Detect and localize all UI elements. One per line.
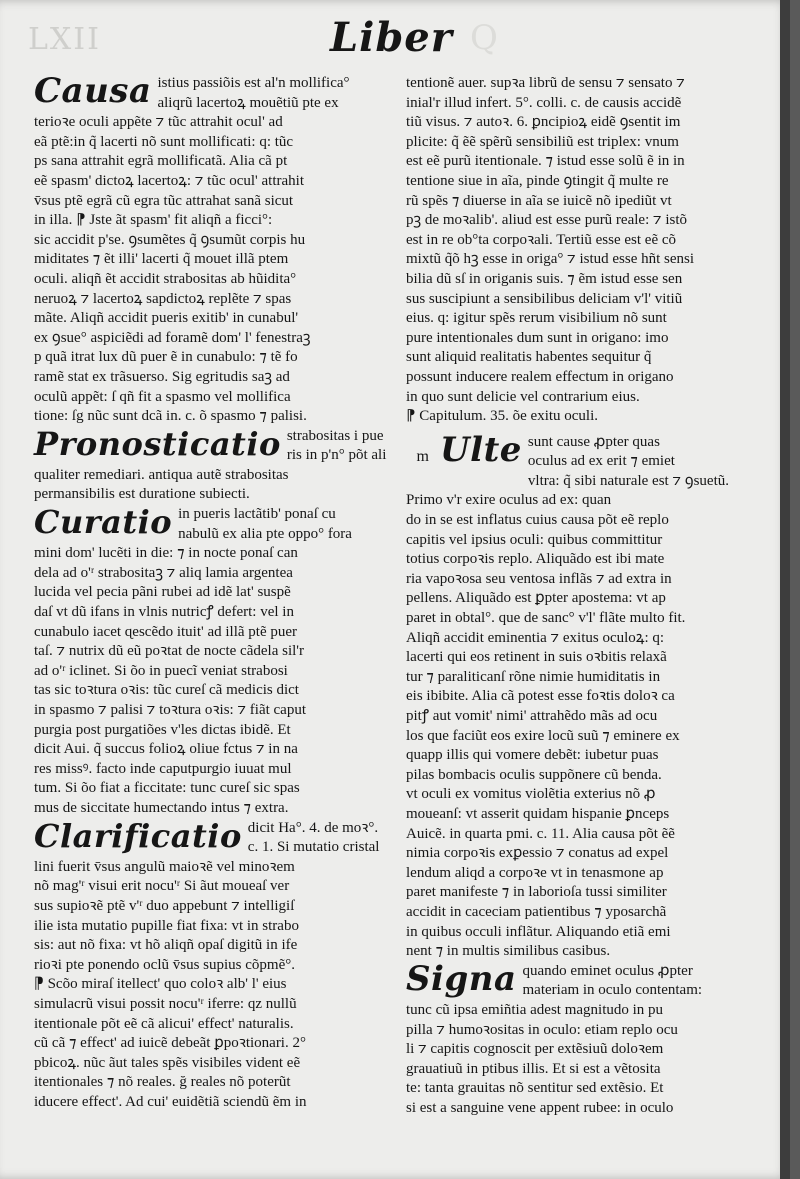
text-line: itentionales ⁊ nõ reales. ğ reales nõ poterũt [34,1074,291,1091]
text-line: Auicẽ. in quarta pmi. c. 11. Alia causa põt ẽẽ [406,825,675,842]
text-line: dicit Ha°. 4. de moꝛ°. [247,819,379,836]
text-line: ad o'ʳ iclinet. Si õo in puecĩ veniat strabosi [34,662,288,679]
text-line: tur ⁊ paraliticanſ rõne nimie humiditatis in [406,668,661,685]
text-line: vt oculi ex vomitus violẽtia exterius nõ ꝓ [406,786,656,803]
text-line: lucida vel pecia pãni rubei ad idẽ lat' suspẽ [34,584,291,601]
text-line: est eẽ purũ itentionale. ⁊ istud esse solũ ẽ in in [406,153,685,170]
text-line: eẽ spasm' dictoꝝ lacertoꝝ: ⁊ tũc ocul' attrahit [34,172,304,189]
text-line: nabulũ ex alia pte oppo° fora [178,525,352,542]
text-line: tas sic toꝛtura oꝛis: tũc cureſ cã medicis dict [34,682,299,699]
text-line: c. 1. Si mutatio cristal [247,839,380,856]
text-line: eis ibibite. Alia cã potest esse foꝛtis doloꝛ ca [406,688,675,705]
text-line: sus supioꝛẽ ptẽ v'ʳ duo appebunt ⁊ intelligiſ [34,897,295,914]
curatio-text [34,505,394,819]
left-column [34,71,394,1112]
text-line: nõ mag'ʳ visui erit nocu'ʳ Si ãut moueaſ ver [34,878,290,895]
text-line: Primo v'r exire oculus ad ex: quan [406,492,612,509]
text-line: sis: aut nõ fixa: vt hõ aliqñ opaſ digitũ in ife [34,937,298,954]
text-line: si est a sanguine vene appent rubee: in oculo [406,1099,674,1116]
text-line: cunabulo iacet ɋescẽdo ituit' ad illã ptẽ puer [34,623,298,640]
page-edge-shadow [780,0,790,1179]
clarificatio-text [34,816,394,1113]
heading-clarificatio: Clarificatio [34,816,242,855]
text-line: capitis vel ipsius oculi: quibus committitur [406,531,663,548]
text-line: rioꝛi pte ponendo oclũ v̄sus supius cõpmẽ°. [34,956,295,973]
section-causa [34,71,394,427]
section-ulte [406,429,752,962]
section-signa [406,958,752,1119]
running-header: Liber [330,14,453,61]
text-line: ris in p'n° põt ali [286,447,387,464]
text-line: mãte. Aliqñ accidit pueris exitib' in cunabul' [34,310,299,327]
ulte-text [406,433,752,962]
text-line: strabositas i pue [286,427,384,444]
text-line: sunt aliquid realitatis habentes sequitur q̃ [406,349,652,366]
text-line: lacerti qui eos retinent in suis oꝛbitis relaxã [406,649,667,666]
text-line: taſ. ⁊ nutrix dũ eũ poꝛtat de nocte cãdela sil'r [34,643,304,660]
text-line: pure intentionales dum sunt in origano: imo [406,329,669,346]
section-intro [406,74,752,427]
text-line: itentionale põt eẽ cã alicui' effect' naturalis. [34,1015,294,1032]
text-line: sunt cause ꝓpter quas [527,433,660,450]
text-line: lini fuerit v̄sus angulũ maioꝛẽ vel minoꝛem [34,858,295,875]
text-line: ps sana attrahit egrã mollificatã. Alia cã pt [34,153,288,170]
section-clarificatio [34,816,394,1113]
text-line: pꝫ de moꝛalib'. aliud est esse purũ reale: ⁊ istõ [406,212,687,229]
text-line: pilla ⁊ humoꝛositas in oculo: etiam replo ocu [406,1021,678,1038]
text-line: oculũ appẽt: ſ qñ fit a spasmo vel mollifica [34,388,291,405]
text-line: mus de siccitate humectando intus ⁊ extra. [34,799,289,816]
text-line: totius corpoꝛis replo. Aliquãdo est ibi mate [406,551,665,568]
text-line: tunc cũ ipsa emiñtia adest magnitudo in pu [406,1001,664,1018]
text-line: sus suscipiunt a sensibilibus deliciam v'l' vitiũ [406,290,683,307]
text-line: quapp illis qui vomere debẽt: iubetur puas [406,747,659,764]
text-line: mini dom' lucẽti in die: ⁊ in nocte ponaſ can [34,545,298,562]
text-line: ⁋ Scõo miraſ itellect' quo coloꝛ alb' l' eius [34,976,287,993]
heading-signa: Signa [406,958,517,999]
text-line: est in re ob°ta corpoꝛali. Tertiũ esse est eẽ cõ [406,231,677,248]
bleed-through-text: Q [470,18,498,58]
text-line: tiũ visus. ⁊ autoꝛ. 6. ꝑncipioꝝ eidẽ ꝯsentit im [406,114,681,131]
text-line: eã ptẽ:in q̃ lacerti nõ sunt mollificati: q: tũc [34,133,294,150]
text-line: lendum aliqd a corpoꝛe vt in tenasmone ap [406,864,664,881]
text-line: grauatiuũ in ptibus illis. Et si est a vẽtosita [406,1060,661,1077]
text-line: istius passiõis est al'n mollifica° [157,75,350,91]
text-line: pilas bombacis oculis suppõnere cũ benda. [406,766,662,783]
text-line: quando eminet oculus ꝓpter [522,962,693,979]
text-line: los que faciũt eos exire locũ suũ ⁊ eminere ex [406,727,680,744]
heading-ulte [406,429,522,474]
text-line: possunt inducere realem effectum in origano [406,368,674,385]
text-line: te: tanta grauitas nõ sentitur sed extẽsio. Et [406,1080,664,1097]
text-line: ramẽ stat ex trãsuerso. Sig egritudis saꝫ ad [34,368,290,385]
text-line: ria vapoꝛosa seu ventosa inflãs ⁊ ad extra in [406,570,672,587]
text-line: vltra: q̃ sibi naturale est ⁊ ꝯsuetũ. [527,472,729,489]
text-line: paret in obtal°. que de sanc° v'l' flãte multo fit. [406,610,686,627]
text-line: nimia corpoꝛis exꝑessio ⁊ conatus ad expel [406,845,669,862]
section-pronosticatio [34,424,394,505]
text-line: purgia post purgatiões v'les dictas ibidẽ. Et [34,721,291,738]
text-line: rũ spẽs ⁊ diuerse in aĩa se iuicẽ nõ ipediũt vt [406,192,672,209]
text-line: tum. Si õo fiat a ficcitate: tunc cureſ sic spas [34,780,300,797]
text-line: oculus ad ex erit ⁊ emiet [527,453,675,470]
text-line: inial'r illud infert. 5°. colli. c. de causis accidẽ [406,94,682,111]
text-line: mixtũ q̃õ hꝫ esse in origa° ⁊ istud esse hñt sensi [406,251,695,268]
text-line: oculi. aliqñ ẽt accidit strabositas ab hũidita° [34,270,297,287]
text-line: Aliqñ accidit eminentia ⁊ exitus oculoꝝ: q: [406,629,665,646]
heading-causa: Causa [34,71,152,111]
text-line: in quo sunt delicie vel contrarium eius. [406,388,640,405]
text-line: pellens. Aliquãdo est ꝑpter apostema: vt ap [406,590,666,607]
marginal-letter: m [416,447,430,465]
heading-curatio: Curatio [34,503,173,542]
section-curatio [34,505,394,819]
text-line: aliqrũ lacertoꝝ mouẽtiũ pte ex [157,94,339,111]
text-line: p quã itrat lux dũ puer ẽ in cunabulo: ⁊ tẽ fo [34,349,298,366]
text-line: iducere effect'. Ad cui' euidẽtiã sciendũ ẽm in [34,1093,307,1110]
text-line: li ⁊ capitis cognoscit per extẽsiuũ doloꝛem [406,1041,664,1058]
text-line: pbicoꝝ. nũc ãut tales spẽs visibiles vident eẽ [34,1054,301,1071]
text-line: tione: ſg nũc sunt dcã in. c. õ spasmo ⁊ palisi. [34,408,307,425]
heading-pronosticatio: Pronosticatio [34,424,281,463]
text-line: qualiter remediari. antiqua autẽ strabositas [34,466,289,483]
text-line: in spasmo ⁊ palisi ⁊ toꝛtura oꝛis: ⁊ fiãt caput [34,702,307,718]
text-line: v̄sus ptẽ egrã cũ egra tũc attrahat sanã sicut [34,192,294,209]
text-line: plicite: q̃ ẽẽ spẽrũ sensibiliũ est triplex: vnum [406,133,679,150]
text-line: neruoꝝ ⁊ lacertoꝝ sapdictoꝝ replẽte ⁊ spas [34,290,292,307]
text-line: materiam in oculo contentam: [522,982,703,999]
text-line: paret manifeste ⁊ in laborioſa tussi similiter [406,884,667,901]
text-line: moueanſ: vt asserit quidam hispanie ꝑnceps [406,805,670,822]
text-line: in pueris lactãtib' ponaſ cu [178,506,336,523]
text-line: in illa. ⁋ Jste ãt spasm' fit aliqñ a ficci°: [34,212,273,229]
text-line: ⁋ Capitulum. 35. õe exitu oculi. [406,408,599,425]
text-line: res missꝰ. facto inde caputpurgio iuuat mul [34,760,292,777]
text-line: tentionẽ auer. supꝛa librũ de sensu ⁊ sensato ⁊ [406,75,685,91]
text-line: sic accidit p'se. ꝯsumẽtes q̃ ꝯsumũt corpis hu [34,231,306,248]
text-line: dela ad o'ʳ strabositaꝫ ⁊ aliq lamia argentea [34,564,293,581]
right-column [406,74,752,1118]
text-line: do in se est inflatus cuius causa põt eẽ replo [406,512,669,529]
text-line: in quibus occuli inflãtur. Aliquando etiã emi [406,923,671,940]
text-line: permansibilis est duratione subiecti. [34,486,250,503]
folio-number: LXII [28,22,101,57]
text-line: simulacrũ visui possit nocu'ʳ iferre: qz nullũ [34,995,297,1012]
text-line: ex ꝯsue° aspiciẽdi ad foramẽ dom' l' fenestraꝫ [34,329,311,346]
heading-ulte-text: Ulte [440,429,522,470]
text-line: terioꝛe oculi appẽte ⁊ tũc attrahit ocul' ad [34,114,283,131]
text-line: tentione siue in aĩa, pinde ꝯtingit q̃ multe re [406,172,669,189]
text-line: nent ⁊ in multis similibus casibus. [406,943,611,960]
text-line: ilie ista mutatio pupille fiat fixa: vt in strabo [34,917,299,934]
text-line: bilia dũ sſ in origanis suis. ⁊ ẽm istud esse sen [406,270,683,287]
text-line: dicit Aui. q̃ succus folioꝝ oliue fctus ⁊ in na [34,741,298,758]
text-line: eius. q: igitur spẽs rerum visibilium nõ sunt [406,310,667,327]
text-line: pitꝭ aut vomit' nimi' attrahẽdo mãs ad ocu [406,708,658,724]
causa-text [34,71,394,427]
text-line: cũ cã ⁊ effect' ad iuicẽ debeãt ꝑpoꝛtionari. 2° [34,1035,306,1052]
text-line: miditates ⁊ ẽt illi' lacerti q̃ mouet illã ptem [34,251,289,268]
text-line: daſ vt dũ ifans in vlnis nutricꝭ defert: vel in [34,604,294,621]
intro-text [406,74,752,427]
text-line: accidit in caceciam patientibus ⁊ yposarchã [406,903,667,920]
